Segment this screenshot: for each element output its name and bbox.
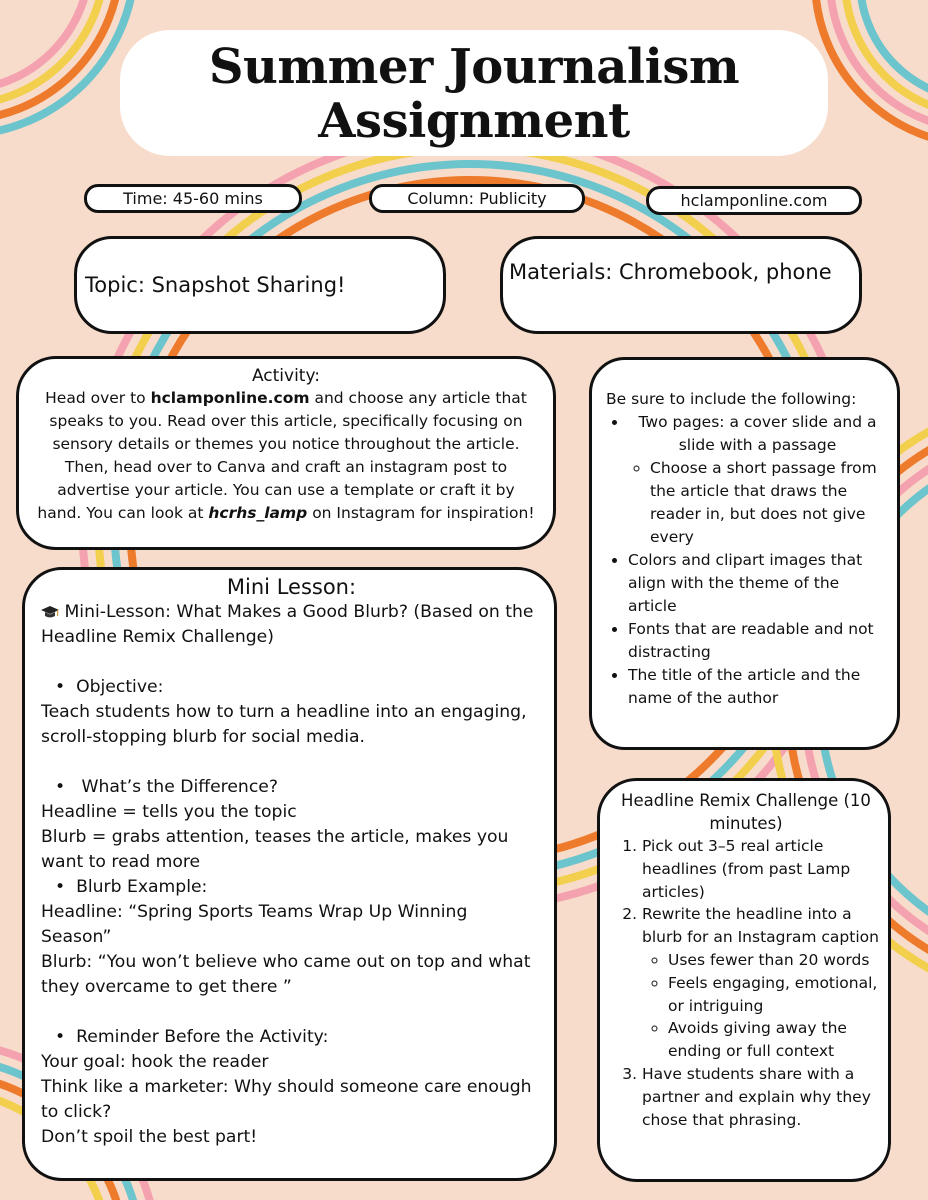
objective-text: Teach students how to turn a headline into an engaging, scroll-stopping blurb for social media.: [41, 702, 527, 747]
activity-site-link: hclamponline.com: [150, 389, 310, 407]
topic-box: [74, 236, 446, 334]
page-title: [120, 30, 828, 148]
include-list: [606, 411, 887, 710]
column-pill: Column: Publicity: [369, 184, 585, 213]
activity-heading: Activity:: [251, 366, 321, 386]
example-headline: Headline: “Spring Sports Teams Wrap Up Winning Season”: [41, 902, 468, 947]
remix-steps: [612, 835, 880, 1131]
remix-heading: Headline Remix Challenge (10 minutes): [621, 791, 871, 833]
include-item-4: • The title of the article and the name of the author: [628, 664, 887, 710]
difference-label: • What’s the Difference?: [55, 777, 278, 797]
list-item: [642, 903, 880, 1063]
activity-text-part3: on Instagram for inspiration!: [307, 504, 535, 522]
include-item-1: • Two pages: a cover slide and a slide with a passage: [638, 413, 877, 454]
title-line-1: Summer Journalism: [208, 39, 740, 95]
remix-sub-2: ◦ Feels engaging, emotional, or intriguing: [668, 972, 880, 1018]
graduation-cap-icon: [41, 606, 59, 618]
remix-sub-3: ◦ Avoids giving away the ending or full context: [668, 1017, 880, 1063]
headline-remix-box: [597, 778, 891, 1182]
include-checklist-box: [589, 357, 900, 750]
stripe-group-top-left: [0, 0, 135, 135]
list-item: [628, 411, 887, 549]
include-sub-item: ◦ Choose a short passage from the article that draws the reader in, but does not give every: [650, 457, 887, 549]
mini-lesson-box: [22, 567, 557, 1181]
website-pill: hclamponline.com: [646, 186, 862, 215]
example-blurb: Blurb: “You won’t believe who came out on top and what they overcame to get there ”: [41, 952, 531, 997]
blurb-definition: Blurb = grabs attention, teases the article, makes you want to read more: [41, 827, 509, 872]
topic-text: Topic: Snapshot Sharing!: [85, 273, 346, 297]
materials-text: Materials: Chromebook, phone: [509, 260, 832, 284]
reminder-3: Don’t spoil the best part!: [41, 1127, 258, 1147]
mini-lesson-heading: Mini Lesson:: [226, 575, 357, 599]
reminder-1: Your goal: hook the reader: [41, 1052, 269, 1072]
activity-box: [16, 356, 556, 550]
mini-lesson-intro: [41, 600, 542, 650]
reminder-2: Think like a marketer: Why should someone care enough to click?: [41, 1077, 532, 1122]
activity-text-part1: Head over to: [45, 389, 151, 407]
activity-text-part2: and choose any article that speaks to you. Read over this article, specifically focusing on sensory details or themes you notice throughout the article. Then, head over to Canva and craft an instagram post to advertise your article. You can use a template or craft it by hand. You can look at: [37, 389, 527, 522]
stripe-group-top-right: [815, 0, 928, 145]
remix-step-2: Rewrite the headline into a blurb for an Instagram caption: [642, 905, 879, 947]
include-item-3: • Fonts that are readable and not distracting: [628, 618, 887, 664]
remix-step-1: 1. Pick out 3–5 real article headlines (from past Lamp articles): [642, 835, 880, 903]
time-pill: Time: 45-60 mins: [84, 184, 302, 213]
title-line-2: Assignment: [318, 93, 630, 149]
objective-label: • Objective:: [55, 677, 164, 697]
activity-text: [33, 387, 539, 525]
reminder-label: • Reminder Before the Activity:: [55, 1027, 329, 1047]
instagram-handle: hcrhs_lamp: [208, 504, 308, 522]
materials-box: [500, 236, 862, 334]
include-heading: Be sure to include the following:: [606, 390, 857, 408]
example-label: • Blurb Example:: [55, 877, 208, 897]
headline-definition: Headline = tells you the topic: [41, 802, 297, 822]
title-banner: [120, 30, 828, 156]
remix-step-3: 3. Have students share with a partner and explain why they chose that phrasing.: [642, 1063, 880, 1131]
remix-sub-1: ◦ Uses fewer than 20 words: [668, 949, 880, 972]
mini-lesson-intro-text: Mini-Lesson: What Makes a Good Blurb? (Based on the Headline Remix Challenge): [41, 602, 534, 647]
include-item-2: • Colors and clipart images that align with the theme of the article: [628, 549, 887, 618]
